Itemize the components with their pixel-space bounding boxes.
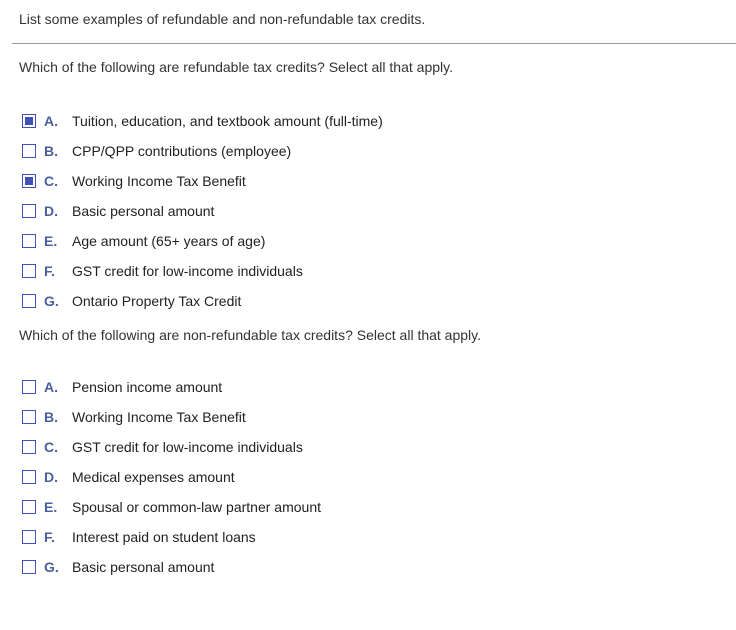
refundable-option-d[interactable] [22,196,383,226]
non-refundable-options-list [22,372,321,582]
option-letter: C. [44,173,58,189]
checkbox[interactable] [22,234,36,248]
checkbox[interactable] [22,380,36,394]
option-letter: D. [44,203,58,219]
checkbox[interactable] [22,470,36,484]
non-refundable-option-a[interactable] [22,372,321,402]
option-label: Ontario Property Tax Credit [72,293,242,309]
option-letter: E. [44,233,58,249]
option-label: Age amount (65+ years of age) [72,233,266,249]
option-label: Tuition, education, and textbook amount (full-time) [72,113,383,129]
question-non-refundable: Which of the following are non-refundable tax credits? Select all that apply. [19,327,481,343]
option-letter: G. [44,293,59,309]
non-refundable-option-f[interactable] [22,522,321,552]
option-label: CPP/QPP contributions (employee) [72,143,292,159]
checkbox[interactable] [22,560,36,574]
option-label: Spousal or common-law partner amount [72,499,322,515]
refundable-option-a[interactable] [22,106,383,136]
option-letter: A. [44,113,58,129]
option-letter: F. [44,529,55,545]
non-refundable-option-b[interactable] [22,402,321,432]
option-letter: A. [44,379,58,395]
option-letter: C. [44,439,58,455]
option-label: Medical expenses amount [72,469,235,485]
checkbox[interactable] [22,294,36,308]
option-label: Interest paid on student loans [72,529,256,545]
divider [12,43,736,44]
checkbox[interactable] [22,500,36,514]
non-refundable-option-d[interactable] [22,462,321,492]
refundable-option-e[interactable] [22,226,383,256]
refundable-option-b[interactable] [22,136,383,166]
refundable-option-f[interactable] [22,256,383,286]
non-refundable-option-e[interactable] [22,492,321,522]
checkbox[interactable] [22,204,36,218]
refundable-options-list [22,106,383,316]
question-refundable: Which of the following are refundable tax credits? Select all that apply. [19,59,453,75]
option-label: Pension income amount [72,379,223,395]
non-refundable-option-g[interactable] [22,552,321,582]
option-label: Working Income Tax Benefit [72,409,246,425]
checkbox[interactable] [22,114,36,128]
page-title: List some examples of refundable and non-refundable tax credits. [19,11,426,27]
checkbox[interactable] [22,174,36,188]
refundable-option-g[interactable] [22,286,383,316]
option-label: Basic personal amount [72,559,215,575]
option-letter: B. [44,409,58,425]
refundable-option-c[interactable] [22,166,383,196]
option-letter: B. [44,143,58,159]
option-label: GST credit for low-income individuals [72,439,303,455]
option-letter: G. [44,559,59,575]
option-label: GST credit for low-income individuals [72,263,303,279]
option-letter: D. [44,469,58,485]
checkbox[interactable] [22,440,36,454]
non-refundable-option-c[interactable] [22,432,321,462]
option-letter: E. [44,499,58,515]
option-letter: F. [44,263,55,279]
option-label: Basic personal amount [72,203,215,219]
checkbox[interactable] [22,530,36,544]
checkbox[interactable] [22,264,36,278]
checkbox[interactable] [22,410,36,424]
option-label: Working Income Tax Benefit [72,173,246,189]
checkbox[interactable] [22,144,36,158]
